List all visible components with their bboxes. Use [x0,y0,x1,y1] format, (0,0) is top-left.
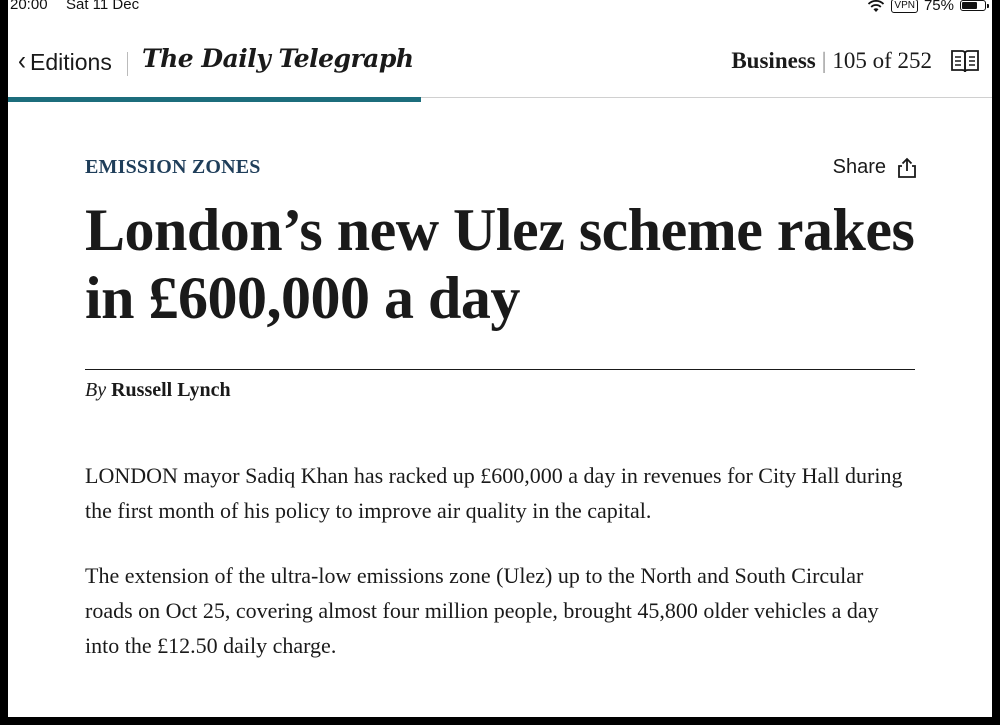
status-right [867,0,986,14]
editions-label: Editions [30,48,112,75]
battery-fill [962,2,977,9]
article-body [85,458,915,693]
vpn-badge: VPN [891,0,918,13]
nav-divider [127,52,128,76]
battery-icon [960,0,986,11]
status-date: Sat 11 Dec [66,0,140,13]
author-name[interactable]: Russell Lynch [111,379,231,401]
editions-back-button[interactable] [18,48,112,76]
article-headline: London’s new Ulez scheme rakes in £600,000 a day [85,197,915,331]
byline-prefix: By [85,379,107,401]
status-bar [8,0,992,20]
chevron-left-icon: ‹ [18,46,26,77]
page-counter: 105 of 252 [832,48,932,73]
masthead-logo: The Daily Telegraph [142,44,414,73]
section-name: Business [731,48,816,73]
reading-progress-bar [8,97,421,102]
section-divider: | [821,48,827,73]
share-button[interactable] [833,156,918,179]
share-label: Share [832,156,886,178]
app-screen [8,0,992,717]
section-indicator [731,48,932,74]
wifi-icon [867,0,885,13]
status-time: 20:00 [10,0,48,13]
headline-rule [85,369,915,370]
share-icon [896,157,918,179]
article-kicker[interactable]: EMISSION ZONES [85,156,261,178]
byline [85,379,231,402]
article-paragraph: The extension of the ultra-low emissions zone (Ulez) up to the North and South Circular roads on Oct 25, covering almost four million people, brought 45,800 older vehicles a day into the £12.50 daily charge. [85,563,879,658]
article-paragraph: LONDON mayor Sadiq Khan has racked up £600,000 a day in revenues for City Hall during the first month of his policy to improve air quality in the capital. [85,463,903,523]
nav-bar [8,30,992,98]
open-book-icon[interactable] [950,48,980,74]
battery-percent: 75% [923,0,954,14]
